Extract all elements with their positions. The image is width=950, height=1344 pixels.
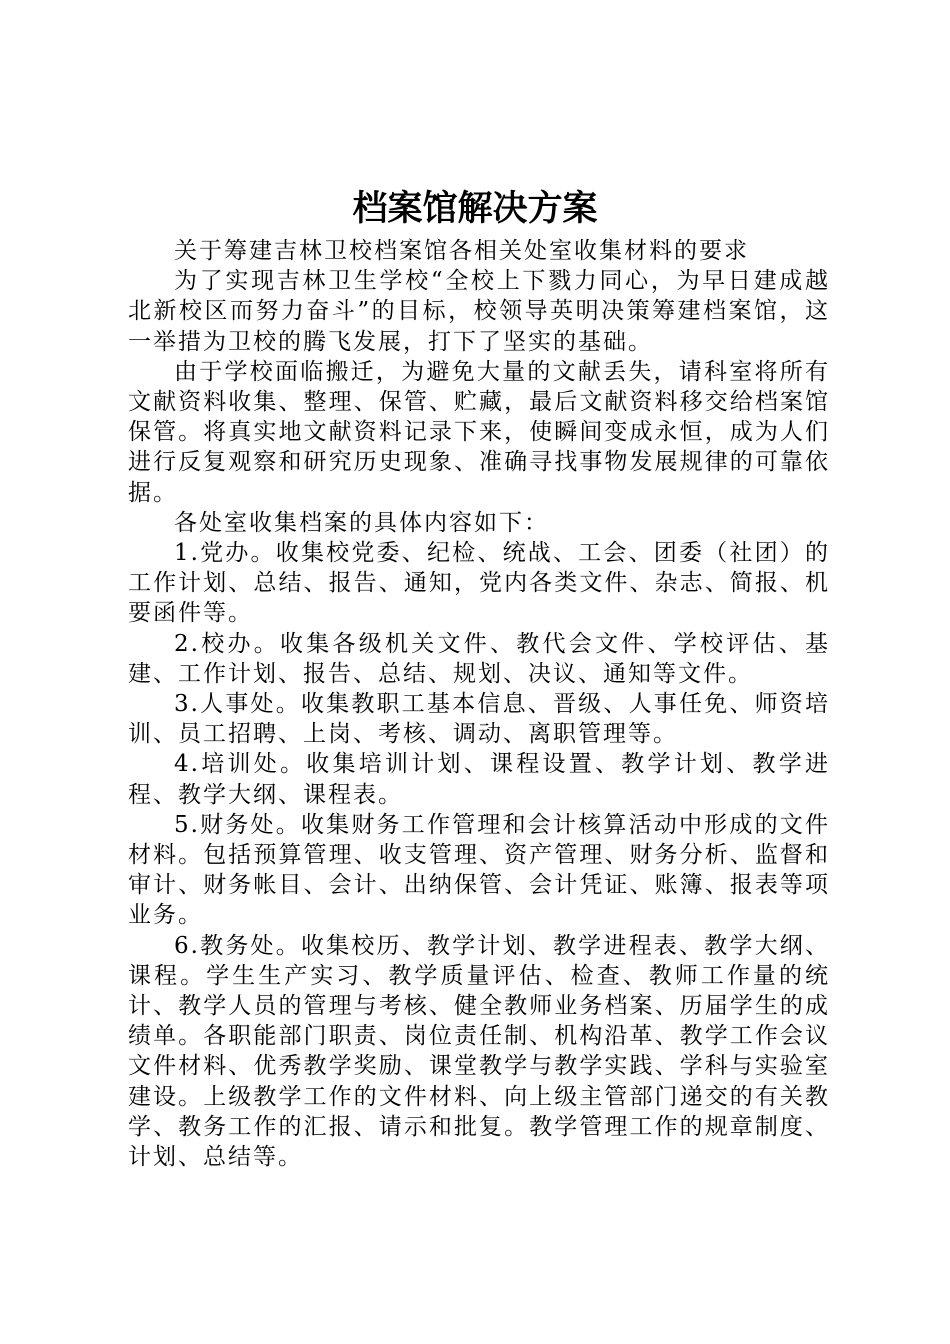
paragraph-intro: 为了实现吉林卫生学校“全校上下戮力同心，为早日建成越北新校区而努力奋斗”的目标，校领导英明决策筹建档案馆，这一举措为卫校的腾飞发展，打下了坚实的基础。 [128,268,830,355]
list-item-finance-office: 5.财务处。收集财务工作管理和会计核算活动中形成的文件材料。包括预算管理、收支管理、资产管理、财务分析、监督和审计、财务帐目、会计、出纳保管、会计凭证、账簿、报表等项业务。 [128,811,830,929]
list-item-party-office: 1.党办。收集校党委、纪检、统战、工会、团委（社团）的工作计划、总结、报告、通知，党内各类文件、杂志、简报、机要函件等。 [128,540,830,627]
list-item-principal-office: 2.校办。收集各级机关文件、教代会文件、学校评估、基建、工作计划、报告、总结、规划、决议、通知等文件。 [128,630,830,687]
document-body [128,236,830,1172]
document-title: 档案馆解决方案 [352,188,598,229]
paragraph-reason: 由于学校面临搬迁，为避免大量的文献丢失，请科室将所有文献资料收集、整理、保管、贮藏，最后文献资料移交给档案馆保管。将真实地文献资料记录下来，使瞬间变成永恒，成为人们进行反复观察和研究历史现象、准确寻找事物发展规律的可靠依据。 [128,358,830,506]
list-item-training-office: 4.培训处。收集培训计划、课程设置、教学计划、教学进程、教学大纲、课程表。 [128,751,830,808]
list-item-academic-affairs-office: 6.教务处。收集校历、教学计划、教学进程表、教学大纲、课程。学生生产实习、教学质量评估、检查、教师工作量的统计、教学人员的管理与考核、健全教师业务档案、历届学生的成绩单。各职能部门职责、岗位责任制、机构沿革、教学工作会议文件材料、优秀教学奖励、课堂教学与教学实践、学科与实验室建设。上级教学工作的文件材料、向上级主管部门递交的有关教学、教务工作的汇报、请示和批复。教学管理工作的规章制度、计划、总结等。 [128,932,830,1171]
paragraph-list-heading: 各处室收集档案的具体内容如下： [174,509,549,536]
paragraph-subtitle: 关于筹建吉林卫校档案馆各相关处室收集材料的要求 [174,238,749,264]
list-item-personnel-office: 3.人事处。收集教职工基本信息、晋级、人事任免、师资培训、员工招聘、上岗、考核、调动、离职管理等。 [128,691,830,748]
